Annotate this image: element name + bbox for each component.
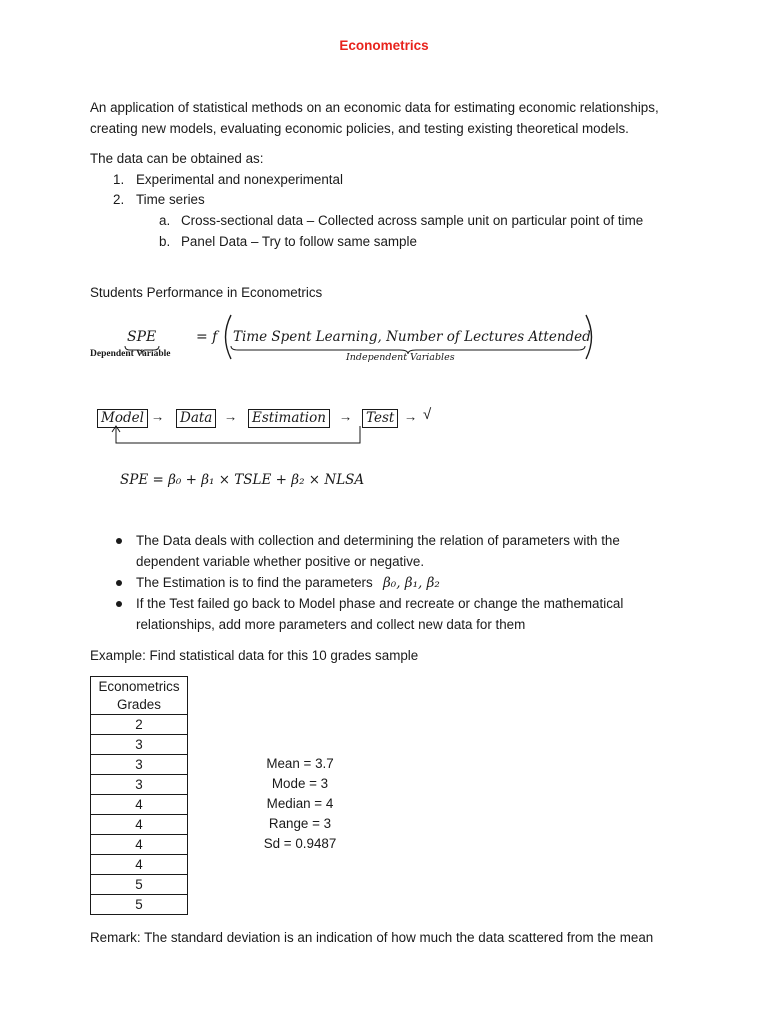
table-row bbox=[91, 795, 188, 815]
table-cell: 4 bbox=[91, 835, 188, 855]
stat-range: Range = 3 bbox=[268, 816, 332, 831]
sublist-letter: a. bbox=[159, 213, 171, 228]
equation-lhs: SPE bbox=[127, 329, 157, 345]
bullet-text: If the Test failed go back to Model phase and recreate or change the mathematical bbox=[136, 596, 624, 611]
table-row bbox=[91, 895, 188, 915]
flow-arrow-icon: → bbox=[224, 409, 238, 424]
bullet-icon bbox=[116, 580, 122, 586]
stat-median: Median = 4 bbox=[266, 796, 334, 811]
table-cell: 5 bbox=[91, 875, 188, 895]
feedback-loop-arrow-icon bbox=[110, 425, 364, 447]
table-row bbox=[91, 815, 188, 835]
table-cell: 3 bbox=[91, 775, 188, 795]
flow-arrow-icon: → bbox=[151, 409, 165, 424]
table-cell: 4 bbox=[91, 795, 188, 815]
right-paren-icon bbox=[584, 314, 598, 360]
list-number: 2. bbox=[113, 192, 125, 207]
bullet-text-continued: dependent variable whether positive or negative. bbox=[136, 554, 425, 569]
table-row bbox=[91, 835, 188, 855]
table-row bbox=[91, 875, 188, 895]
list-item: Time series bbox=[136, 192, 205, 207]
remark-text: Remark: The standard deviation is an indication of how much the data scattered from the mean bbox=[90, 930, 654, 945]
page-title: Econometrics bbox=[339, 38, 429, 53]
grades-table bbox=[90, 676, 188, 915]
bullet-icon bbox=[116, 601, 122, 607]
intro-line-2: creating new models, evaluating economic policies, and testing existing theoretical models. bbox=[90, 121, 629, 136]
statistics-summary bbox=[240, 754, 360, 854]
stat-mode: Mode = 3 bbox=[271, 776, 329, 791]
checkmark-icon: √ bbox=[423, 406, 432, 423]
table-cell: 5 bbox=[91, 895, 188, 915]
table-cell: 4 bbox=[91, 815, 188, 835]
regression-equation: SPE = β₀ + β₁ × TSLE + β₂ × NLSA bbox=[120, 472, 365, 488]
data-sources-heading: The data can be obtained as: bbox=[90, 151, 264, 166]
dependent-variable-label: Dependent Variable bbox=[90, 349, 171, 359]
bullet-text-continued: relationships, add more parameters and collect new data for them bbox=[136, 617, 526, 632]
sublist-item: Cross-sectional data – Collected across sample unit on particular point of time bbox=[181, 213, 644, 228]
table-cell: 3 bbox=[91, 755, 188, 775]
table-row bbox=[91, 755, 188, 775]
table-header-line-2: Grades bbox=[117, 696, 161, 712]
table-header-line-1: Econometrics bbox=[98, 678, 180, 694]
bullet-text: The Data deals with collection and determining the relation of parameters with the bbox=[136, 533, 620, 548]
table-row bbox=[91, 855, 188, 875]
students-heading: Students Performance in Econometrics bbox=[90, 285, 323, 300]
independent-variables-label: Independent Variables bbox=[346, 352, 455, 363]
list-number: 1. bbox=[113, 172, 125, 187]
flow-step-model: Model bbox=[97, 409, 148, 428]
bullet-icon bbox=[116, 538, 122, 544]
sublist-letter: b. bbox=[159, 234, 171, 249]
flow-step-estimation: Estimation bbox=[248, 409, 330, 428]
table-header-row bbox=[91, 677, 188, 715]
table-row bbox=[91, 715, 188, 735]
stat-mean: Mean = 3.7 bbox=[266, 756, 334, 771]
flow-step-data: Data bbox=[176, 409, 216, 428]
equation-equals-f: = f bbox=[196, 329, 218, 345]
intro-line-1: An application of statistical methods on an economic data for estimating economic relationships, bbox=[90, 100, 659, 115]
table-row bbox=[91, 775, 188, 795]
bullet-text: The Estimation is to find the parameters bbox=[136, 575, 373, 590]
list-item: Experimental and nonexperimental bbox=[136, 172, 343, 187]
table-header-cell bbox=[91, 677, 188, 715]
flow-arrow-icon: → bbox=[339, 409, 353, 424]
table-cell: 2 bbox=[91, 715, 188, 735]
equation-arguments: Time Spent Learning, Number of Lectures Attended bbox=[233, 329, 591, 345]
bullet-parameters: β₀, β₁, β₂ bbox=[383, 575, 440, 591]
flow-arrow-icon: → bbox=[404, 409, 418, 424]
stat-sd: Sd = 0.9487 bbox=[263, 836, 337, 851]
table-cell: 3 bbox=[91, 735, 188, 755]
flow-step-test: Test bbox=[362, 409, 398, 428]
sublist-item: Panel Data – Try to follow same sample bbox=[181, 234, 417, 249]
example-text: Example: Find statistical data for this 10 grades sample bbox=[90, 648, 419, 663]
table-cell: 4 bbox=[91, 855, 188, 875]
table-row bbox=[91, 735, 188, 755]
